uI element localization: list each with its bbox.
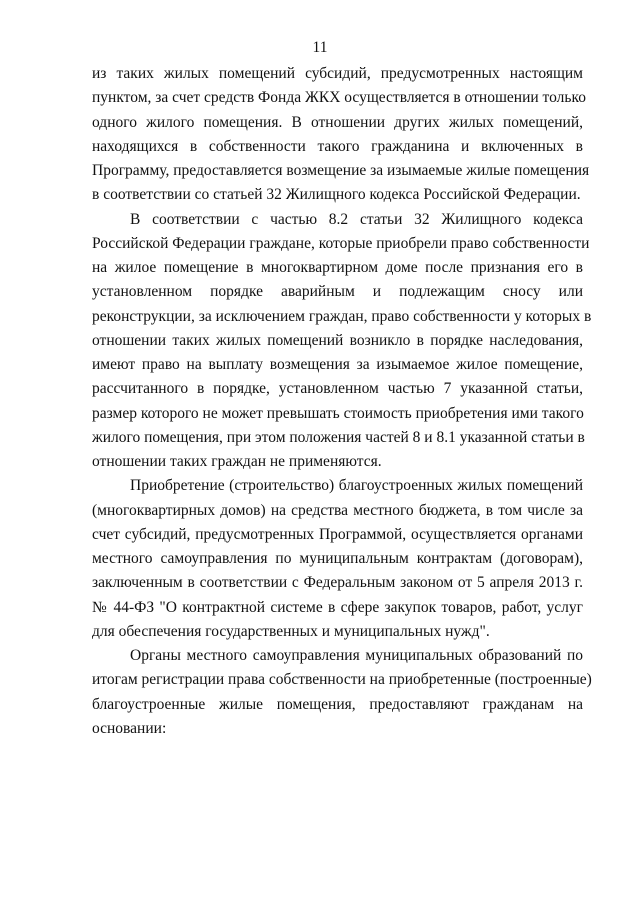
text-line: рассчитанного в порядке, установленном частью 7 указанной статьи, — [92, 380, 583, 398]
text-line: Приобретение (строительство) благоустроенных жилых помещений — [130, 477, 583, 495]
text-line: Органы местного самоуправления муниципальных образований по — [130, 647, 583, 664]
text-line: реконструкции, за исключением граждан, право собственности у которых в — [92, 307, 592, 325]
text-line: на жилое помещение в многоквартирном доме после признания его в — [92, 259, 583, 276]
text-line: итогам регистрации права собственности на приобретенные (построенные) — [92, 671, 592, 689]
text-line: местного самоуправления по муниципальным контрактам (договорам), — [92, 550, 583, 567]
text-line: Российской Федерации граждане, которые приобрели право собственности — [92, 234, 590, 252]
text-line: счет субсидий, предусмотренных Программой, осуществляется органами — [92, 525, 583, 543]
text-line: жилого помещения, при этом положения частей 8 и 8.1 указанной статьи в — [92, 428, 585, 446]
text-line: пунктом, за счет средств Фонда ЖКХ осуществляется в отношении только — [92, 89, 586, 107]
paragraph-4 — [92, 644, 592, 741]
text-line: Программу, предоставляется возмещение за изымаемые жилые помещения — [92, 162, 590, 179]
text-line: находящихся в собственности такого гражданина и включенных в — [92, 137, 583, 155]
text-line: заключенным в соответствии с Федеральным законом от 5 апреля 2013 г. — [92, 574, 583, 592]
text-line: благоустроенные жилые помещения, предоставляют гражданам на — [92, 695, 583, 713]
document-body — [92, 62, 592, 741]
paragraph-3 — [92, 474, 583, 644]
text-line: № 44-ФЗ "О контрактной системе в сфере закупок товаров, работ, услуг — [92, 598, 583, 616]
text-line: одного жилого помещения. В отношении других жилых помещений, — [92, 113, 583, 131]
text-line: размер которого не может превышать стоимость приобретения ими такого — [92, 404, 584, 422]
text-line: (многоквартирных домов) на средства местного бюджета, в том числе за — [92, 501, 583, 519]
text-line: из таких жилых помещений субсидий, предусмотренных настоящим — [92, 65, 583, 82]
text-line: имеют право на выплату возмещения за изымаемое жилое помещение, — [92, 356, 583, 373]
text-line: В соответствии с частью 8.2 статьи 32 Жилищного кодекса — [130, 210, 583, 228]
text-line: отношении таких граждан не применяются. — [92, 453, 382, 470]
text-line: в соответствии со статьей 32 Жилищного кодекса Российской Федерации. — [92, 186, 581, 204]
text-line: установленном порядке аварийным и подлежащим сносу или — [92, 283, 583, 301]
text-line: основании: — [92, 719, 167, 737]
paragraph-2 — [92, 208, 592, 475]
paragraph-1 — [92, 62, 590, 208]
text-line: для обеспечения государственных и муниципальных нужд". — [92, 622, 490, 640]
text-line: отношении таких жилых помещений возникло в порядке наследования, — [92, 331, 583, 349]
page-number: 11 — [312, 39, 328, 56]
